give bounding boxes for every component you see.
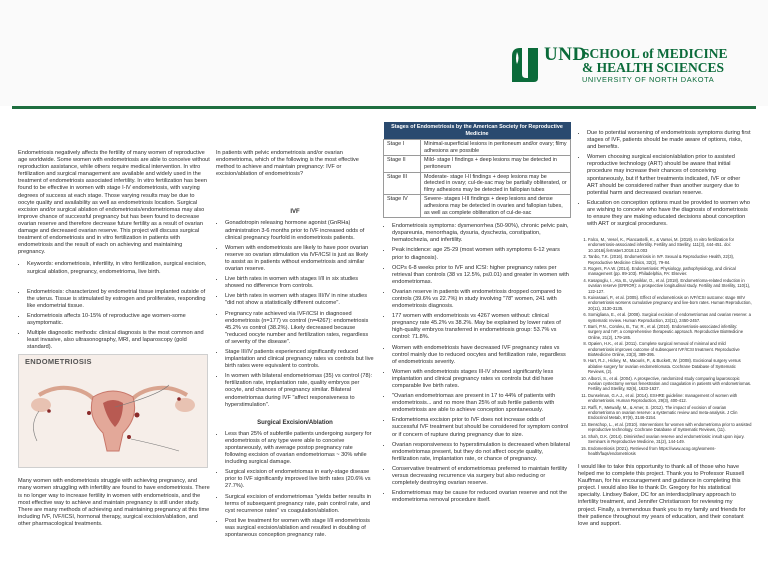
- ivf-item: • Women with endometriosis are likely to have poor ovarian reserve so ovarian stimulation via IVF/ICSI is just as likely to assist as in patients without endometriosis and similar ovarian reserve.: [225, 245, 374, 273]
- results-item: • Ovarian reserve in patients with endometriosis dropped compared to controls (39.6% vs 22.7%) in study involving "78" women, 241 with endometriosis diagnosis.: [392, 289, 571, 310]
- reference-item: 12. Raffi, F., Metwally, M., & Amer, S. (2012). The impact of excision of ovarian endometrioma on ovarian reserve: a systematic review and meta-analysis. J Clin Endocrinol Metab, 97(9), 3146-3154.: [588, 405, 752, 421]
- keywords: • Keywords: endometriosis, infertility, in vitro fertilization, surgical excision, surgical ablation, pregnancy, endometrioma, live birth.: [27, 261, 210, 275]
- stage-label: Stage I: [384, 140, 421, 156]
- results-item: • Ovarian responsiveness to hyperstimulation is decreased when bilateral endometriomas present, but they do not affect oocyte quality, fertilization rate, implantation rate, or chance of pregnancy.: [392, 442, 571, 463]
- background-closing-text: Many women with endometriosis struggle with achieving pregnancy, and many women struggling with infertility are found to have endometriosis. There is no longer way to increase fertility in women with endometriosis, and the most effective way to achieve and maintain pregnancy is still under study. There are many methods of achieving and maintaining pregnancy at this time including IVF, IVF/ICSI, hormonal therapy, surgical excision/ablation, and other pharmacological treatments.: [18, 478, 210, 527]
- reference-item: 11. Dunselman, G.A.J., et al. (2014). ESHRE guideline: management of women with endometriosis. Human Reproduction, 29(3), 400-412.: [588, 393, 752, 403]
- reference-item: 10. Alborzi, S., et al. (2004). A prospective, randomized study comparing laparoscopic ovarian cystectomy versus fenestration and coagulation in patients with endometriomas. Fertility and Sterility, 82(6), 1633-1637.: [588, 376, 752, 392]
- surgical-item: • Surgical excision of endometriomas in early-stage disease prior to IVF significantly improved live birth rates (20.6% vs 27.7%).: [225, 469, 374, 490]
- surgical-heading: Surgical Excision/Ablation: [257, 419, 333, 426]
- ivf-item: • Stage III/IV patients experienced significantly reduced implantation and clinical pregnancy rates vs controls but live birth rates were equivalent to controls.: [225, 349, 374, 370]
- poster-header: [0, 0, 768, 106]
- results-item: • 177 women with endometriosis vs 4267 women without: clinical pregnancy rate 45.2% vs 38.2%. May be explained by lower rates of high-quality embryos transferred in endometriosis group: 53.7% vs control: 71.8%.: [392, 313, 571, 341]
- stage-label: Stage IV: [384, 195, 421, 218]
- logo-school-name: [582, 47, 728, 75]
- reference-item: 3. Rogers, P.A.W. (2014). Endometriosis: Physiology, pathophysiology, and clinical management (pp. 89-103). Philadelphia, PA: Elsevier.: [588, 266, 752, 276]
- column-clinical-question: [216, 150, 374, 542]
- figure-title: ENDOMETRIOSIS: [25, 357, 92, 367]
- results-list: [383, 223, 571, 504]
- ivf-item: • In women with bilateral endometriomas (35) vs control (78): fertilization rate, implantation rate, quality embryos per oocyte, and chances of pregnancy similar. Bilateral endometriomas during IVF "affect responsiveness to hyperstimulation".: [225, 373, 374, 408]
- table-row: [384, 156, 571, 172]
- acknowledgements-section: [578, 464, 752, 533]
- conclusion-item: • Education on conception options must be provided to women who are wishing to conceive who have the diagnosis of endometriosis to ensure they are making educated decisions about conception with ART or surgical procedures.: [587, 200, 752, 228]
- reference-item: 2. Tanbo, T.K. (2016). Endometriosis in IVF. Sexual & Reproductive Health, 22(3), Reproductive Medicine Clinics, 32(2), 79-84.: [588, 254, 752, 264]
- logo-school-line2: & HEALTH SCIENCES: [582, 60, 725, 75]
- und-flame-icon: [508, 46, 542, 84]
- conclusion-item: • Due to potential worsening of endometriosis symptoms during first stages of IVF, patients should be made aware of options, risks, and benefits.: [587, 130, 752, 151]
- abstract-text: Endometriosis negatively affects the fertility of many women of reproductive age worldwide. Some women with endometriosis are able to conceive without reproduction assistance, while others require medical intervention. In vitro fertilization and surgical management are available and widely used in the treatment of endometriosis associated infertility. In vitro fertilization has been found to be effective in women with stage I-IV endometriosis, with varying degrees of success at each stage. Those varying results may be due to oocyte quality and availability as well as endometriosis location. Surgical excision and/or surgical ablation of endometriosis/endometriomas may also improve chance of successful pregnancy but has been found to decrease ovarian reserve and therefore decrease future fertility as a result of ovarian damage and decreased ovarian reserve. This project will discuss surgical treatment of endometriosis and in vitro fertilization in patients with endometriosis and the result of each on achieving and maintaining pregnancy.: [18, 150, 210, 256]
- logo-und-text: UND: [544, 44, 587, 65]
- stage-description: Severe- stages I-III findings + deep lesions and dense adhesions may be detected in ovaries and fallopian tubes, as well as complete obliteration of cul-de-sac: [421, 195, 571, 218]
- ivf-heading: IVF: [290, 209, 300, 216]
- clinical-question: In patients with pelvic endometriosis and/or ovarian endometrioma, which of the following is the most effective method to achieve and maintain pregnancy: IVF or excision/ablation of endometriosis?: [216, 150, 359, 178]
- reference-item: 9. Hart, R.J., Hickey, M., Maouris, P., & Buckett, W. (2008). Excisional surgery versus ablative surgery for ovarian endometriomata. Cochrane Database of Systematic Reviews, (2).: [588, 358, 752, 374]
- acknowledgements-text: I would like to take this opportunity to thank all of those who have helped me to complete this project. Thank you to Professor Russell Kauffman, for his encouragement and guidance in completing this project. I would also like to thank Dr. Gregory for his statistical specialty. Lindsey Baker, DC for an interdisciplinary approach to infertility treatment, and Jennifer Christianson for reviewing my project. Finally, a tremendous thank you to my family and friends for their patience throughout my years of education, and their constant love and support.: [578, 464, 746, 527]
- logo-university-name: UNIVERSITY OF NORTH DAKOTA: [582, 75, 715, 84]
- uterus-illustration: [19, 355, 207, 467]
- conclusions-list: [578, 130, 752, 228]
- results-item: • "Ovarian endometriomas are present in 17 to 44% of patients with endometriosis... and no more than 25% of sub fertile patients with endometriosis are able to achieve conception spontaneously.: [392, 393, 571, 414]
- header-divider: [12, 106, 756, 109]
- background-item: • Endometriosis affects 10-15% of reproductive age women-some asymptomatic.: [27, 313, 210, 327]
- ivf-item: • Live birth rates in women with stages I/II in six studies showed no difference from controls.: [225, 276, 374, 290]
- endometriosis-figure: [18, 354, 208, 468]
- references-list: [578, 237, 752, 456]
- column-abstract: [18, 150, 210, 533]
- results-item: • Endometriosis symptoms: dysmenorrhea (50-90%), chronic pelvic pain, dyspareunia, menorrhagia, dysuria, dyschezia, constipation, hematochezia, and infertility.: [392, 223, 571, 244]
- surgical-item: • Less than 25% of subfertile patients undergoing surgery for endometriosis of any type were able to conceive spontaneously, with average postop pregnancy rate following excision of ovarian endometriomas ~ 30% while including surgical damage.: [225, 431, 374, 466]
- background-item: • Multiple diagnostic methods: clinical diagnosis is the most common and least invasive, also ultrasonography, MRI, and laparoscopy (gold standard).: [27, 330, 210, 351]
- table-row: [384, 195, 571, 218]
- stages-table: [383, 122, 571, 218]
- surgical-item: • Post live treatment for women with stage I/II endometriosis was surgical excision/ablation and resulted in doubling of spontaneous conception pregnancy rate.: [225, 518, 374, 539]
- reference-item: 6. Somigliana, E., et al. (2008). Surgical excision of endometriomas and ovarian reserve: a systematic review. Human Reproduction, 23(11), 2450-2457.: [588, 312, 752, 322]
- column-conclusions: [578, 130, 752, 457]
- ivf-item: • Pregnancy rate achieved via IVF/ICSI in diagnosed endometriosis (n=177) vs control (n=4267): endometriosis 45.2% vs control (38.2%). Likely decreased because "reduced oocyte number and fertilization rates, regardless of severity of the disease".: [225, 311, 374, 346]
- results-item: • Conservative treatment of endometriomas preferred to maintain fertility versus decreasing recurrence via surgery but also reducing or completely destroying ovarian reserve.: [392, 466, 571, 487]
- reference-item: 13. Benschop, L., et al. (2010). Interventions for women with endometrioma prior to assisted reproductive technology. Cochrane Database of Systematic Reviews, (11).: [588, 422, 752, 432]
- ivf-item: • Gonadotropin releasing hormone agonist (GnRHa) administration 3-6 months prior to IVF increased odds of clinical pregnancy fourfold in endometriosis patients.: [225, 220, 374, 241]
- reference-item: 14. Shah, D.K. (2014). Diminished ovarian reserve and endometriosis: insult upon injury. Seminars in Reproductive Medicine, 31(2), 144-149.: [588, 434, 752, 444]
- results-item: • Endometrioma excision prior to IVF does not increase odds of successful IVF treatment but should be considered for symptom control or if concern of rupture during pregnancy due to size.: [392, 417, 571, 438]
- reference-item: 5. Kuivasaari, P., et al. (2005). Effect of endometriosis on IVF/ICSI outcome: stage III/IV endometriosis worsens cumulative pregnancy and live-born rates. Human Reproduction, 20(11), 3130-3135.: [588, 295, 752, 311]
- table-row: [384, 172, 571, 195]
- reference-item: 4. Kasapoglu, I., Ata, B., Uyaniklar, O., et al. (2018). Endometrioma-related reduction in ovarian reserve (ERROR): a prospective longitudinal study. Fertility and Sterility, 110(1), 122-127.: [588, 278, 752, 294]
- reference-item: 1. Falco, M., Vesel, K., Piancastelli, K., & Varsei, M. (2019). In vitro fertilization for endometriosis-associated infertility. Fertility and Sterility, 111(3), 444-451. doi: 10.1016/j.fertnstert.2018.12.003: [588, 237, 752, 253]
- keywords-list: [18, 261, 210, 275]
- column-results: [383, 122, 571, 507]
- background-list: [18, 289, 210, 352]
- reference-item: 15. Endometriosis (2021). Retrieved from https://www.acog.org/womens-health/faqs/endometriosis: [588, 446, 752, 456]
- logo-school-line1: SCHOOL of MEDICINE: [582, 46, 728, 61]
- stage-label: Stage II: [384, 156, 421, 172]
- reference-item: 8. Opøien, H.K., et al. (2011). Complete surgical removal of minimal and mild endometriosis improves outcome of subsequent IVF/ICSI treatment. Reproductive BioMedicine Online, 23(3), 389-395.: [588, 341, 752, 357]
- results-item: • Peak incidence: age 25-29 (most women with symptoms 6-12 years prior to diagnosis).: [392, 247, 571, 261]
- results-item: • Endometriomas may be cause for reduced ovarian reserve and not the endometrioma removal procedure itself.: [392, 490, 571, 504]
- stage-label: Stage III: [384, 172, 421, 195]
- surgical-list: [216, 431, 374, 539]
- stage-description: Mild- stage I findings + deep lesions may be detected in peritoneum: [421, 156, 571, 172]
- background-item: • Endometriosis: characterized by endometrial tissue implanted outside of the uterus. Tissue is stimulated by estrogen and proliferates, responding like endometrial tissue.: [27, 289, 210, 310]
- stages-table-title: Stages of Endometriosis by the American Society for Reproductive Medicine: [384, 122, 571, 140]
- results-item: • Women with endometriosis stages III-IV showed significantly less implantation and clinical pregnancy rates vs controls but did have comparable live birth rates.: [392, 369, 571, 390]
- results-item: • Women with endometriosis have decreased IVF pregnancy rates vs control mainly due to reduced oocytes and fertilization rate, regardless of endometriosis severity.: [392, 345, 571, 366]
- conclusion-item: • Women choosing surgical excision/ablation prior to assisted reproductive technology (ART) should be aware that initial procedure may increase their chances of conceiving spontaneously, but if further treatments indicated, IVF or other ART should be considered rather than another surgery due to potential harm and decreased ovarian reserve.: [587, 154, 752, 197]
- stage-description: Minimal-superficial lesions in peritoneum and/or ovary; filmy adhesions are possible: [421, 140, 571, 156]
- stage-description: Moderate- stage I-II findings + deep lesions may be detected in ovary; cul-de-sac may be partially obliterated, or filmy adhesions may be detected in fallopian tubes: [421, 172, 571, 195]
- ivf-item: • Live birth rates in women with stages III/IV in nine studies "did not show a statistically different outcome".: [225, 293, 374, 307]
- surgical-item: • Surgical excision of endometriomas "yields better results in terms of subsequent pregnancy rate, pain control rate, and cyst recurrence rates" vs coagulation/ablation.: [225, 494, 374, 515]
- und-logo: [508, 44, 750, 88]
- ivf-list: [216, 220, 374, 408]
- reference-item: 7. Barri, P.N., Coroleu, B., Tur, R., et al. (2010). Endometriosis-associated infertility: surgery and IVF, a comprehensive therapeutic approach. Reproductive BioMedicine Online, 21(2), 179-185.: [588, 324, 752, 340]
- results-item: • OCPs 6-8 weeks prior to IVF and ICSI: higher pregnancy rates per retrieval than controls (38 vs 12.5%, p≤0.01) and greater in women with endometriomas.: [392, 265, 571, 286]
- table-row: [384, 140, 571, 156]
